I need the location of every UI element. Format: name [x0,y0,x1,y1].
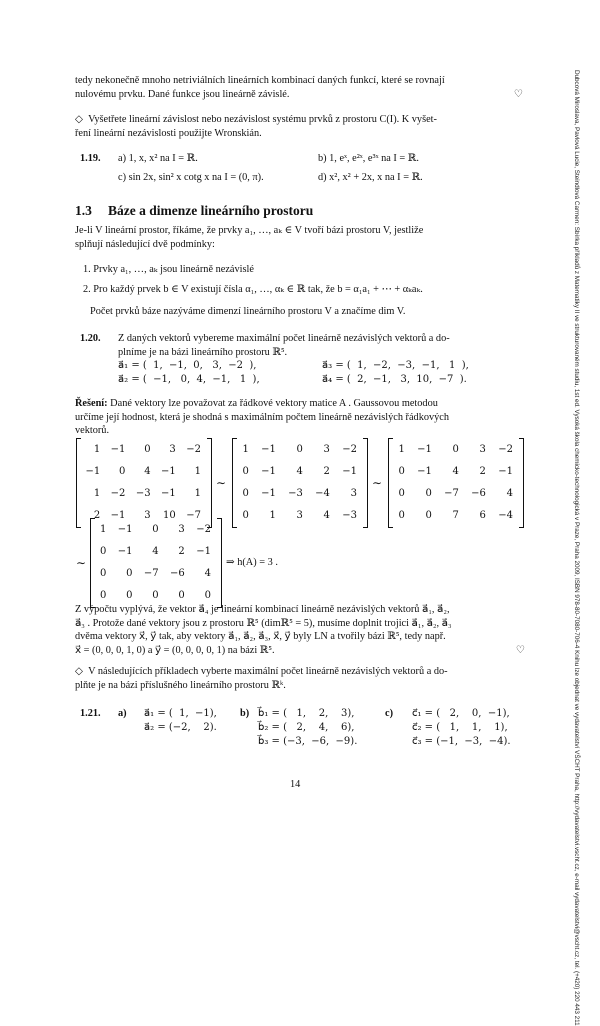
vector-b2: b⃗₂ = ( 2, 4, 6), [258,722,355,733]
end-of-solution-heart-icon: ♡ [513,88,523,100]
matrix-cell: −1 [110,509,126,521]
matrix-row [80,438,206,460]
matrix-row [392,460,518,482]
matrix-cell: 6 [479,509,486,521]
matrix-cell: −3 [288,487,303,499]
matrix-bracket-right [519,438,524,528]
matrix-cell: 3 [296,509,303,521]
matrix-cell: 3 [169,443,176,455]
matrix-cell: −1 [117,523,133,535]
definition-item-1: 1. Prvky a₁, …, aₖ jsou lineárně nezávislé [83,264,254,275]
matrix-cell: 3 [479,443,486,455]
matrix-cell: −3 [135,487,151,499]
matrix-cell: −1 [261,465,276,477]
matrix-cell: −7 [444,487,459,499]
matrix-cell: −1 [110,443,126,455]
matrix-cell: 0 [398,465,405,477]
matrix-cell: −2 [186,443,201,455]
vector-a2: a⃗₂ = ( −1, 0, 4, −1, 1 ), [118,374,260,385]
vector-a1: a⃗₁ = ( 1, −1, 0, 3, −2 ), [118,360,257,371]
matrix-cell: 1 [242,443,249,455]
diamond-icon: ◇ [75,114,83,125]
matrix-cell: 4 [296,465,303,477]
matrix-cell: 0 [152,589,159,601]
vector-b3: b⃗₃ = (−3, −6, −9). [258,736,358,747]
matrix-cell: 0 [99,545,107,557]
conclusion-line-3: dvěma vektory x⃗, y⃗ tak, aby vektory a⃗₁, a⃗₂, a⃗₃, x⃗, y⃗ byly LN a tvořily bázi ℝ⁵, tedy např. [75,631,446,642]
rank-result: ⇒ h(A) = 3 . [226,557,278,568]
matrix-cell: −1 [417,465,432,477]
page-number: 14 [290,779,301,790]
matrix-cell: 0 [398,487,405,499]
definition-item-2: 2. Pro každý prvek b ∈ V existují čísla α₁, …, αₖ ∈ ℝ tak, že b = α₁a₁ + ⋯ + αₖaₖ. [83,284,423,295]
vector-c3: c⃗₃ = (−1, −3, −4). [412,736,511,747]
matrix-cell: 0 [242,465,249,477]
vector-c1: c⃗₁ = ( 2, 0, −1), [412,708,510,719]
solution-conclusion [75,603,537,657]
task-instruction [75,113,535,140]
vector-a1: a⃗₁ = ( 1, −1), [144,708,217,719]
matrix-cell: 0 [204,589,211,601]
matrix-cell: 3 [178,523,185,535]
vector-a2: a⃗₂ = (−2, 2). [144,722,217,733]
row-equivalence-tilde: ∼ [216,476,227,490]
matrix-cell: 0 [242,509,249,521]
matrix-cell: 0 [119,465,126,477]
exercise-1-19-a: a) 1, x, x² na I = ℝ. [118,153,198,164]
matrix-cell: −6 [170,567,185,579]
vector-a3: a⃗₃ = ( 1, −2, −3, −1, 1 ), [322,360,469,371]
matrix-cell: 0 [398,509,405,521]
matrix-row [80,460,206,482]
matrix-cell: −1 [196,545,211,557]
definition-line-2: splňují následující dvě podmínky: [75,238,215,250]
intro-line-2: nulovému prvku. Dané funkce jsou lineárně závislé. [75,88,290,100]
matrix-cell: −7 [143,567,159,579]
row-equivalence-tilde: ∼ [372,476,383,490]
matrix-cell: −4 [315,487,330,499]
matrix-cell: −1 [342,465,357,477]
matrix-row [236,438,362,460]
matrix-row [392,482,518,504]
matrix-cell: −2 [196,523,211,535]
definition-line-1: Je-li V lineární prostor, říkáme, že prvky a₁, …, aₖ ∈ V tvoří bázi prostoru V, jestliže [75,225,424,236]
matrix-cell: −1 [117,545,133,557]
matrix-cell: 2 [479,465,486,477]
intro-line-1: tedy nekonečně mnoho netriviálních lineárních kombinací daných funkcí, které se rovnají [75,75,445,86]
matrix-cell: −2 [498,443,513,455]
matrix-cell: 1 [194,487,201,499]
vector-a4: a⃗₄ = ( 2, −1, 3, 10, −7 ). [322,374,467,385]
section-number: 1.3 [75,203,92,218]
matrix-bracket-right [363,438,368,528]
matrix-cell: 1 [194,465,201,477]
vector-c2: c⃗₂ = ( 1, 1, 1), [412,722,508,733]
matrix-cell: −1 [161,465,176,477]
task2-line-2: plňte je na bázi příslušného lineárního prostoru ℝᵏ. [75,679,286,691]
matrix-row [94,518,216,540]
matrix-cell: 2 [178,545,185,557]
matrix-cell: 3 [323,443,330,455]
conclusion-line-2: a⃗₃ . Protože dané vektory jsou z prostoru ℝ⁵ (dimℝ⁵ = 5), musíme doplnit trojici a⃗₁, a⃗₂, a⃗₃ [75,617,452,629]
matrix-bracket-right [207,438,212,528]
solution-label: Řešení: [75,398,108,409]
solution-intro [75,397,537,438]
matrix-cell: 3 [350,487,357,499]
task2-line-1: V následujících příkladech vyberte maximální počet lineárně nezávislých vektorů a do- [88,666,448,677]
part-a-label: a) [118,708,127,719]
matrix-cell: 0 [99,567,107,579]
matrix-cell: −4 [498,509,513,521]
matrix-cell: −1 [498,465,513,477]
matrix-bracket-right [217,518,222,608]
side-citation-text: Dubcová Miroslava, Pavlová Lucie, Steindlová Carmen: Sbírka příkladů z Matematiky II ve strukturovaném studiu, 1st ed. Vysoká škola chemicko-technologická v Praze, Praha 2009, ISBN 978-80-7080-706-4 Knihu lze objednat ve vydavatelství VŠCHT Praha, http://vydavatelstvi.vscht.cz, e-mail vydavatelstvi@vscht.cz, tel. (+420) 220 443 211 [573,70,580,1026]
exercise-1-20-line-1: Z daných vektorů vybereme maximální počet lineárně nezávislých vektorů a do- [118,333,450,344]
matrix-cell: 10 [163,509,176,521]
end-of-solution-heart-icon: ♡ [515,644,525,656]
matrix-cell: 4 [452,465,459,477]
matrix-cell: 0 [242,487,249,499]
matrix-cell: 0 [144,443,151,455]
matrix-cell: 1 [93,443,101,455]
matrix-cell: −1 [85,465,101,477]
exercise-number: 1.20. [80,333,101,344]
dimension-definition: Počet prvků báze nazýváme dimenzí lineárního prostoru V a značíme dim V. [90,306,406,317]
matrix-cell: 0 [99,589,107,601]
matrix-cell: −1 [261,443,276,455]
matrix-row [80,482,206,504]
matrix-cell: 2 [323,465,330,477]
matrix-cell: 0 [425,487,432,499]
matrix-cell: −1 [261,487,276,499]
row-equivalence-tilde: ∼ [76,556,87,570]
matrix-cell: 4 [152,545,159,557]
matrix-cell: 1 [269,509,276,521]
matrix-cell: 0 [126,567,133,579]
conclusion-line-1: Z výpočtu vyplývá, že vektor a⃗₄ je lineární kombinací lineárně nezávislých vektorů a⃗₁, a⃗₂, [75,604,450,615]
matrix-row [94,562,216,584]
part-c-label: c) [385,708,393,719]
matrix-cell: 7 [452,509,459,521]
matrix-cell: 0 [178,589,185,601]
section-title: Báze a dimenze lineárního prostoru [108,203,314,218]
matrix-cell: 3 [144,509,151,521]
intro-paragraph [75,74,535,101]
matrix-row [392,504,518,526]
matrix-cell: 1 [99,523,107,535]
matrix-cell: −2 [110,487,126,499]
solution-line-3: vektorů. [75,425,110,436]
solution-line-2: určíme její hodnost, která je shodná s maximálním počtem lineárně nezávislých řádkových [75,411,450,423]
matrix-cell: 4 [144,465,151,477]
task-line-1: Vyšetřete lineární závislost nebo nezávislost systému prvků z prostoru C(I). K vyšet- [88,114,437,125]
conclusion-line-4: x⃗ = (0, 0, 0, 1, 0) a y⃗ = (0, 0, 0, 0, 1) na bázi ℝ⁵. [75,644,275,656]
matrix-cell: −1 [161,487,176,499]
solution-line-1: Dané vektory lze považovat za řádkové vektory matice A . Gaussovou metodou [107,398,438,409]
matrix-cell: 0 [152,523,159,535]
matrix-cell: 2 [93,509,101,521]
exercise-number: 1.21. [80,708,101,719]
matrix-cell: −7 [186,509,201,521]
matrix-row [392,438,518,460]
exercise-1-19-d: d) x², x² + 2x, x na I = ℝ. [318,172,423,183]
matrix-cell: −6 [471,487,486,499]
matrix-cell: 1 [93,487,101,499]
exercise-1-19-b: b) 1, eˣ, e²ˣ, e³ˣ na I = ℝ. [318,153,419,164]
matrix-cell: −1 [417,443,432,455]
matrix-cell: 0 [452,443,459,455]
matrix-row [236,482,362,504]
exercise-1-20-text [118,332,538,359]
exercise-number: 1.19. [80,153,101,164]
matrix-cell: 4 [506,487,513,499]
matrix-cell: 0 [296,443,303,455]
matrix-cell: −3 [342,509,357,521]
matrix-cell: 4 [323,509,330,521]
diamond-icon: ◇ [75,666,83,677]
matrix-cell: −2 [342,443,357,455]
matrix-cell: 0 [126,589,133,601]
matrix-cell: 4 [204,567,211,579]
exercise-1-19-c: c) sin 2x, sin² x cotg x na I = (0, π). [118,172,264,183]
matrix-row [236,460,362,482]
side-citation [566,70,584,1026]
task-instruction-2 [75,665,537,692]
exercise-1-20-line-2: plníme je na bázi lineárního prostoru ℝ⁵. [118,346,288,358]
matrix-cell: 0 [425,509,432,521]
task-line-2: ření lineární nezávislosti použijte Wronskián. [75,127,262,139]
definition [75,224,537,251]
matrix-row [94,540,216,562]
matrix-cell: 1 [398,443,405,455]
part-b-label: b) [240,708,250,719]
vector-b1: b⃗₁ = ( 1, 2, 3), [258,708,355,719]
